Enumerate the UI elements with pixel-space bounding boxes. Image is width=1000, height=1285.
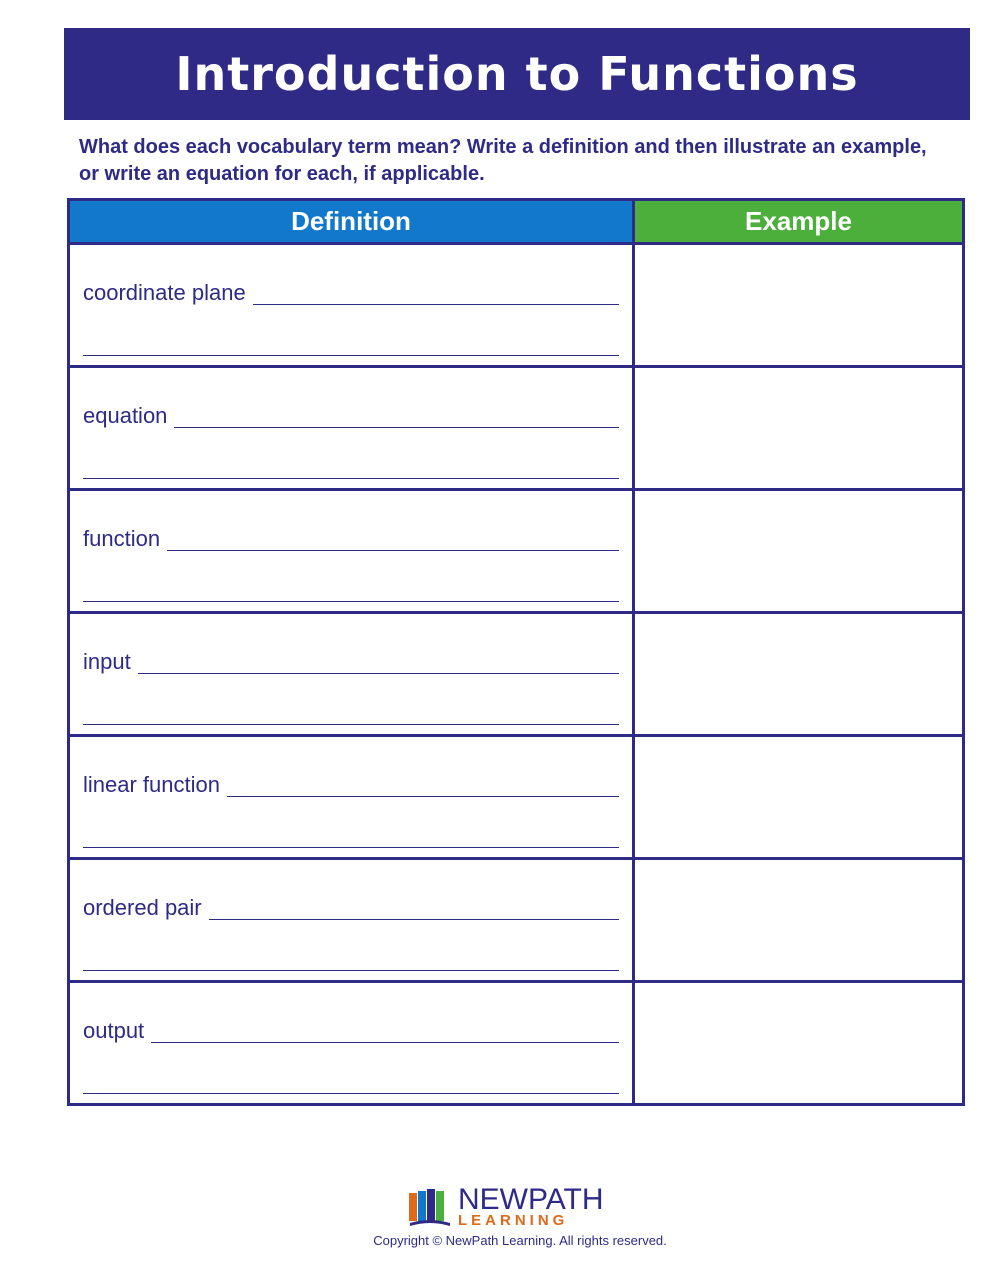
table-row [70,737,962,860]
example-cell[interactable] [635,614,962,734]
definition-line[interactable] [83,847,619,848]
logo-subtitle: LEARNING [458,1212,569,1229]
term-label: coordinate plane [83,280,246,305]
definition-cell[interactable] [70,614,635,734]
definition-cell[interactable] [70,737,635,857]
term-label: function [83,526,161,551]
definition-line[interactable] [83,601,619,602]
definition-line[interactable] [83,724,619,725]
table-row [70,491,962,614]
definition-line[interactable] [83,970,619,971]
newpath-logo [408,1185,604,1228]
vocabulary-table [67,198,965,1106]
definition-line[interactable] [83,1093,619,1094]
definition-line[interactable] [83,478,619,479]
example-cell[interactable] [635,368,962,488]
definition-cell[interactable] [70,245,635,365]
definition-line[interactable] [253,284,619,305]
page-title: Introduction to Functions [175,47,859,101]
example-cell[interactable] [635,491,962,611]
term-label: equation [83,403,168,428]
example-cell[interactable] [635,983,962,1103]
definition-line[interactable] [138,653,619,674]
example-cell[interactable] [635,860,962,980]
definition-cell[interactable] [70,491,635,611]
logo-wordmark: NEWPATH [458,1183,604,1216]
table-row [70,983,962,1103]
definition-line[interactable] [209,899,619,920]
definition-line[interactable] [83,355,619,356]
table-row [70,368,962,491]
term-label: input [83,649,131,674]
copyright-text: Copyright © NewPath Learning. All rights reserved. [373,1233,667,1248]
table-row [70,245,962,368]
definition-cell[interactable] [70,368,635,488]
example-cell[interactable] [635,737,962,857]
definition-line[interactable] [151,1022,619,1043]
instructions: What does each vocabulary term mean? Write a definition and then illustrate an example, or write an equation for each, if applicable. [79,136,927,185]
definition-line[interactable] [167,530,619,551]
definition-header: Definition [70,201,635,245]
table-row [70,860,962,983]
term-label: ordered pair [83,895,202,920]
definition-line[interactable] [227,776,619,797]
table-row [70,614,962,737]
table-rows [70,245,962,1103]
definition-line[interactable] [174,407,619,428]
table-header-row [70,201,962,245]
books-logo-icon [408,1187,452,1227]
title-banner [64,28,970,120]
example-header: Example [635,201,962,245]
definition-cell[interactable] [70,860,635,980]
term-label: output [83,1018,145,1043]
term-label: linear function [83,772,220,797]
example-cell[interactable] [635,245,962,365]
definition-cell[interactable] [70,983,635,1103]
